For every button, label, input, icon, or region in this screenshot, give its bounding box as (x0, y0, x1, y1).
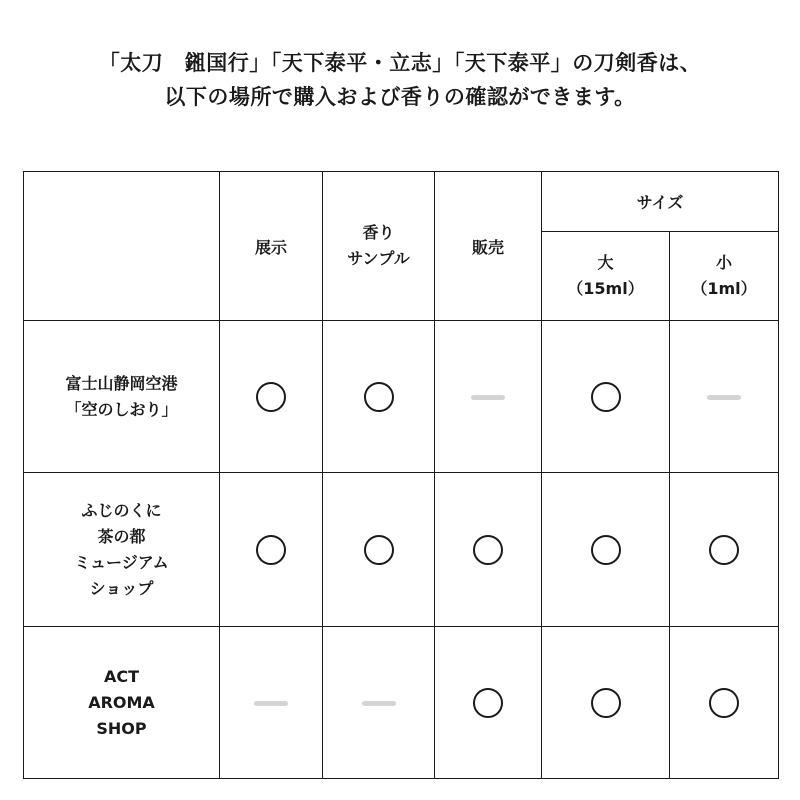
cell-size-small (670, 627, 779, 779)
cell-display (220, 627, 323, 779)
circle-mark-icon (256, 535, 286, 565)
header-corner (24, 172, 220, 321)
header-display: 展示 (220, 172, 323, 321)
cell-size-small (670, 321, 779, 473)
headline-line-1: 「太刀 鎺国行」「天下泰平・立志」「天下泰平」の刀剣香は、 (98, 51, 702, 75)
table-row (24, 321, 779, 473)
row-label: 富士山静岡空港 「空のしおり」 (24, 321, 220, 473)
cell-sample (323, 627, 435, 779)
headline (0, 46, 800, 114)
availability-table (23, 171, 779, 779)
cell-size-large (542, 473, 670, 627)
header-sale: 販売 (435, 172, 542, 321)
cell-display (220, 321, 323, 473)
dash-mark-icon (707, 395, 741, 400)
circle-mark-icon (364, 535, 394, 565)
cell-size-small (670, 473, 779, 627)
cell-sale (435, 473, 542, 627)
circle-mark-icon (709, 535, 739, 565)
circle-mark-icon (591, 688, 621, 718)
cell-sample (323, 321, 435, 473)
cell-sale (435, 321, 542, 473)
circle-mark-icon (709, 688, 739, 718)
row-label: ACT AROMA SHOP (24, 627, 220, 779)
circle-mark-icon (473, 535, 503, 565)
table-row (24, 627, 779, 779)
cell-size-large (542, 627, 670, 779)
cell-sample (323, 473, 435, 627)
headline-line-2: 以下の場所で購入および香りの確認ができます。 (164, 85, 636, 109)
circle-mark-icon (591, 535, 621, 565)
header-sample: 香り サンプル (323, 172, 435, 321)
dash-mark-icon (471, 395, 505, 400)
circle-mark-icon (473, 688, 503, 718)
circle-mark-icon (591, 382, 621, 412)
header-size: サイズ (542, 172, 779, 232)
cell-sale (435, 627, 542, 779)
circle-mark-icon (364, 382, 394, 412)
cell-size-large (542, 321, 670, 473)
cell-display (220, 473, 323, 627)
dash-mark-icon (362, 701, 396, 706)
table-row (24, 473, 779, 627)
header-size-large: 大 （15ml） (542, 232, 670, 321)
dash-mark-icon (254, 701, 288, 706)
header-size-small: 小 （1ml） (670, 232, 779, 321)
row-label: ふじのくに 茶の都 ミュージアム ショップ (24, 473, 220, 627)
circle-mark-icon (256, 382, 286, 412)
